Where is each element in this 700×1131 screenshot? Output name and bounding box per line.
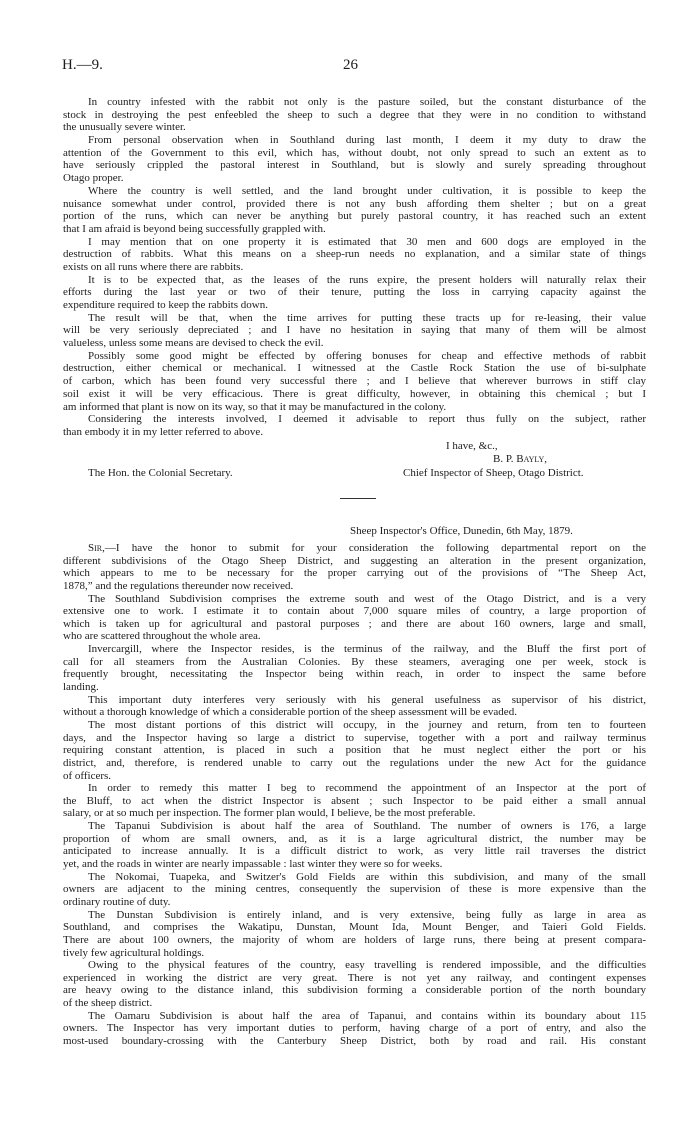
text-line: Otago proper. bbox=[63, 172, 124, 185]
paragraph bbox=[63, 134, 646, 185]
text-line: In country infested with the rabbit not only is the pasture soiled, but the constant disturbance of the bbox=[88, 96, 646, 108]
text-line: owners. The Inspector has very important duties to perform, having charge of a port of entry, and also the bbox=[63, 1022, 646, 1035]
text-line: of officers. bbox=[63, 769, 112, 782]
text-line: nuisance somewhat under control, provided there is not any bush affording them shelter ; but on a great bbox=[63, 197, 646, 210]
text-line: district, and, therefore, is rendered unable to carry out the regulations under the new Act for the guidance bbox=[63, 756, 646, 769]
page-number: 26 bbox=[343, 57, 358, 73]
text-line: yet, and the roads in winter are nearly impassable : last winter they were so for weeks. bbox=[63, 858, 443, 871]
dateline: Sheep Inspector's Office, Dunedin, 6th May, 1879. bbox=[350, 525, 573, 537]
text-line: Where the country is well settled, and the land brought under cultivation, it is possible to keep the bbox=[88, 184, 646, 197]
text-line: which is taken up for agricultural and pastoral purposes ; and there are about 160 owners, large and small, bbox=[63, 617, 646, 630]
paragraph bbox=[63, 593, 646, 644]
text-line: efforts during the last year or two of their tenure, putting the loss in carrying capacity against the bbox=[63, 286, 646, 299]
text-line: the Bluff, to act when the district Inspector is absent ; such Inspector to be paid either a small annual bbox=[63, 794, 646, 807]
text-line: most-used boundary-crossing with the Canterbury Sheep District, both by road and rail. His constant bbox=[63, 1034, 646, 1047]
paragraph bbox=[63, 643, 646, 694]
text-line: attention of the Government to this evil, which has, without doubt, not only spread to such an extent as to bbox=[63, 146, 646, 159]
signature-title: Chief Inspector of Sheep, Otago District. bbox=[403, 467, 584, 479]
text-line: Sir,—I have the honor to submit for your consideration the following departmental report on the bbox=[88, 542, 646, 554]
section-divider bbox=[340, 498, 376, 499]
text-line: valueless, unless some means are devised to check the evil. bbox=[63, 337, 324, 350]
text-line: The Tapanui Subdivision is about half the area of Southland. The number of owners is 176, a large bbox=[88, 820, 646, 833]
text-line: will be very seriously depreciated ; and I have no hesitation in saying that many of them will be almost bbox=[63, 324, 646, 337]
paragraph bbox=[63, 782, 646, 820]
text-line: frequently brought, necessitating the Inspector being within reach, in order to inspect the same before bbox=[63, 668, 646, 681]
text-line: The Nokomai, Tuapeka, and Switzer's Gold Fields are within this subdivision, and many of the small bbox=[88, 870, 646, 883]
text-line: am informed that plant is now on its way, so that it may be manufactured in the colony. bbox=[63, 400, 447, 413]
text-line: destruction, either chemical or mechanical. I witnessed at the Castle Rock Station the use of bi-sulphate bbox=[63, 362, 646, 375]
text-line: I may mention that on one property it is estimated that 30 men and 600 dogs are employed in the bbox=[88, 235, 646, 248]
paragraph bbox=[63, 350, 646, 413]
text-line: who are scattered throughout the whole area. bbox=[63, 630, 261, 643]
text-line: portion of the runs, which can never be anything but purely pastoral country, it has reached such an extent bbox=[63, 210, 646, 223]
text-line: The Dunstan Subdivision is entirely inland, and is very extensive, being fully as large in area as bbox=[88, 908, 646, 921]
text-line: proportion of whom are small owners, and, as it is a large agricultural district, the number may be bbox=[63, 832, 646, 845]
paragraph bbox=[63, 1010, 646, 1048]
report-body-part-1 bbox=[63, 96, 646, 439]
text-line: that I am afraid is beyond being successfully grappled with. bbox=[63, 222, 326, 235]
text-line: Possibly some good might be effected by offering bonuses for cheap and effective methods of rabbit bbox=[88, 349, 646, 362]
text-line: Southland, and comprises the Wakatipu, Dunstan, Mount Ida, Mount Benger, and Taieri Gold Fields. bbox=[63, 921, 646, 934]
paragraph bbox=[63, 542, 646, 593]
signature-surname: Bayly, bbox=[516, 453, 548, 465]
text-line: different subdivisions of the Otago Sheep District, and suggesting an alteration in the present organization, bbox=[63, 554, 646, 567]
text-line: of carbon, which has been found very successful there ; and I believe that wherever burrows in stiff clay bbox=[63, 375, 646, 388]
paragraph bbox=[63, 694, 646, 719]
text-line: destruction of rabbits. What this means on a sheep-run needs no explanation, and a similar state of things bbox=[63, 248, 646, 261]
text-line: Invercargill, where the Inspector resides, is the terminus of the railway, and the Bluff the first port of bbox=[88, 643, 646, 656]
paragraph bbox=[63, 959, 646, 1010]
signature-initials: B. P. bbox=[493, 453, 514, 465]
text-line: of the sheep district. bbox=[63, 997, 153, 1010]
text-line: have seriously crippled the pastoral interest in Southland, but is slowly and surely spreading throughout bbox=[63, 159, 646, 172]
text-line: owners are adjacent to the mining centres, consequently the supervision of these is more expensive than the bbox=[63, 883, 646, 896]
text-line: It is to be expected that, as the leases of the runs expire, the present holders will naturally relax their bbox=[88, 273, 646, 286]
signature-name bbox=[493, 453, 547, 465]
paragraph bbox=[63, 96, 646, 134]
text-line: 1878,” and the regulations thereunder now received. bbox=[63, 579, 294, 592]
text-line: exists on all runs where there are rabbits. bbox=[63, 260, 244, 273]
text-line: In order to remedy this matter I beg to recommend the appointment of an Inspector at the port of bbox=[88, 782, 646, 795]
document-reference: H.—9. bbox=[62, 57, 103, 73]
paragraph bbox=[63, 236, 646, 274]
paragraph bbox=[63, 413, 646, 438]
signature-closing: I have, &c., bbox=[446, 440, 498, 452]
text-line: than embody it in my letter referred to above. bbox=[63, 425, 264, 438]
text-line: expenditure required to keep the rabbits down. bbox=[63, 299, 268, 311]
text-line: soil exist it will be very efficacious. There is great difficulty, however, in obtaining this chemical ; but I bbox=[63, 387, 646, 400]
paragraph bbox=[63, 719, 646, 782]
paragraph bbox=[63, 274, 646, 312]
paragraph bbox=[63, 185, 646, 236]
text-line: Considering the interests involved, I deemed it advisable to report thus fully on the subject, rather bbox=[88, 413, 646, 426]
text-line: This important duty interferes very seriously with his general usefulness as supervisor of his district, bbox=[88, 693, 646, 706]
text-line: days, and the Inspector having so large a district to supervise, together with a port and railway terminus bbox=[63, 731, 646, 744]
report-body-part-2 bbox=[63, 542, 646, 1048]
text-line: without a thorough knowledge of which a considerable portion of the sheep assessment will be evaded. bbox=[63, 706, 517, 719]
text-line: extensive one to work. I estimate it to contain about 7,000 square miles of country, a large proportion of bbox=[63, 605, 646, 618]
text-line: landing. bbox=[63, 681, 99, 694]
text-line: the unusually severe winter. bbox=[63, 121, 186, 134]
text-line: ordinary routine of duty. bbox=[63, 895, 171, 908]
paragraph bbox=[63, 871, 646, 909]
text-line: salary, or at so much per inspection. The former plan would, I believe, be the most preferable. bbox=[63, 807, 476, 820]
text-line: Owing to the physical features of the country, easy travelling is rendered impossible, and the difficulties bbox=[88, 959, 646, 972]
text-line: The Oamaru Subdivision is about half the area of Tapanui, and contains within its boundary about 115 bbox=[88, 1009, 646, 1022]
text-line: are heavy owing to the distance inland, this subdivision forming a considerable portion of the north boundary bbox=[63, 984, 646, 997]
text-line: The result will be that, when the time arrives for putting these tracts up for re-leasing, their value bbox=[88, 311, 646, 324]
paragraph bbox=[63, 820, 646, 871]
text-line: anticipated to increase annually. It is a difficult district to work, as very little rail traverses the district bbox=[63, 845, 646, 858]
text-line: The most distant portions of this district will occupy, in the journey and return, from ten to fourteen bbox=[88, 718, 646, 731]
text-line: stock in destroying the pest enfeebled the sheep to such a degree that they were in no condition to withstand bbox=[63, 108, 646, 121]
addressee: The Hon. the Colonial Secretary. bbox=[88, 467, 233, 479]
salutation: Sir bbox=[88, 542, 103, 554]
text-line: From personal observation when in Southland during last month, I deem it my duty to draw the bbox=[88, 134, 646, 147]
paragraph bbox=[63, 312, 646, 350]
text-line: There are about 100 owners, the majority of whom are holders of large runs, there being at present compara- bbox=[63, 933, 646, 946]
text-line: which appears to me to be necessary for the proper carrying out of the provisions of “The Sheep Act, bbox=[63, 567, 646, 580]
text-line: requiring constant attention, is placed in such a position that he must neglect either the port or his bbox=[63, 744, 646, 757]
paragraph bbox=[63, 909, 646, 960]
text-line: tively few agricultural holdings. bbox=[63, 946, 205, 959]
text-line: call for all steamers from the Australian Colonies. By these steamers, averaging one per week, stock is bbox=[63, 655, 646, 668]
text-line: The Southland Subdivision comprises the extreme south and west of the Otago District, and is a very bbox=[88, 592, 646, 605]
text-line: experienced in working the district are very great. There is not yet any railway, and contingent expenses bbox=[63, 971, 646, 984]
